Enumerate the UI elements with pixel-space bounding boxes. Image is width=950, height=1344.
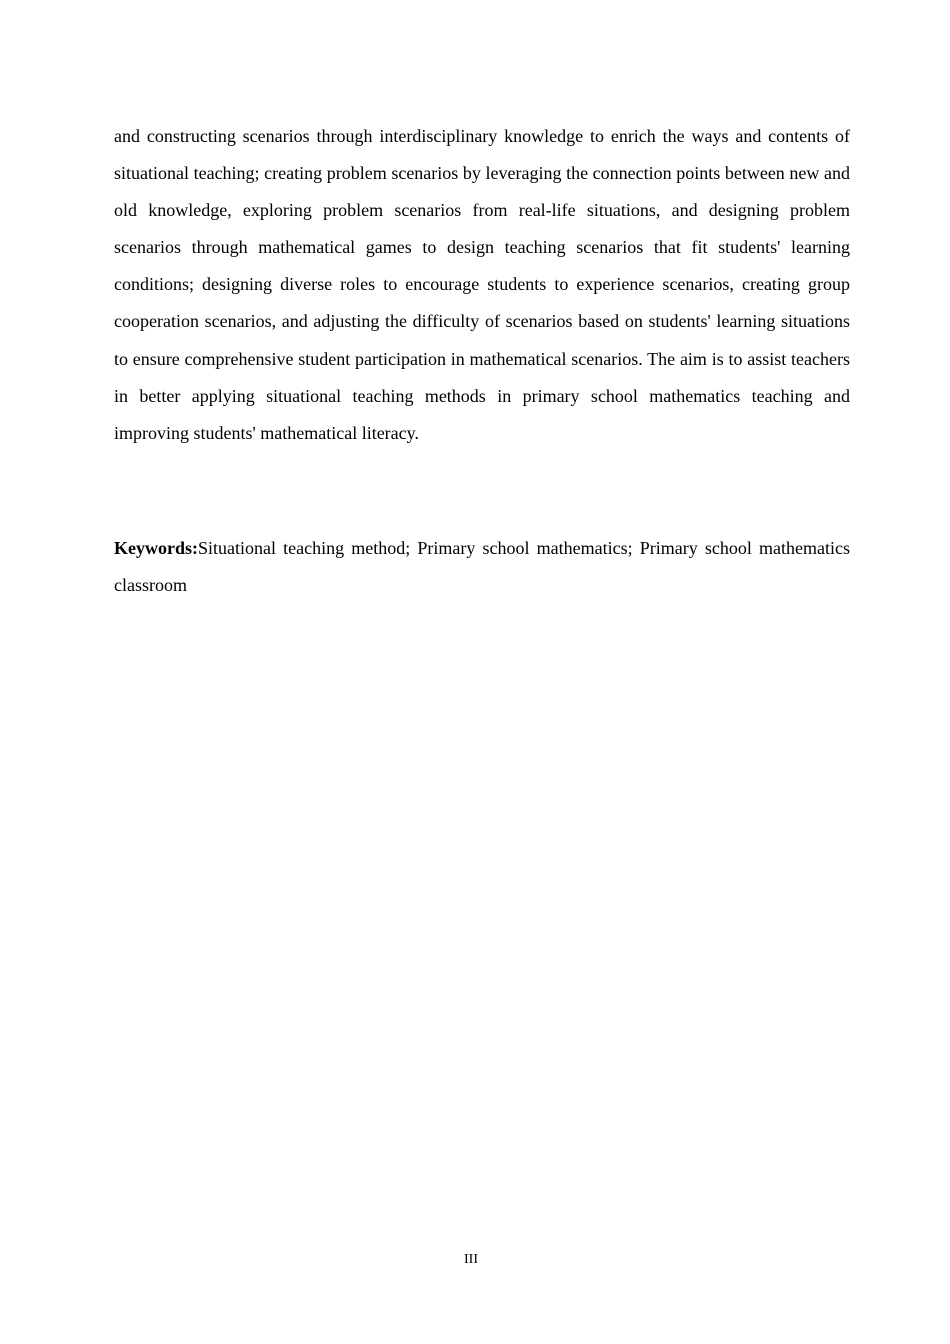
keywords-label: Keywords: <box>114 538 198 558</box>
keywords-text: Situational teaching method; Primary school mathematics; Primary school mathematics classroom <box>114 538 850 596</box>
abstract-continuation-paragraph: and constructing scenarios through interdisciplinary knowledge to enrich the ways and contents of situational teaching; creating problem scenarios by leveraging the connection points between new and old knowledge, exploring problem scenarios from real-life situations, and designing problem scenarios through mathematical games to design teaching scenarios that fit students' learning conditions; designing diverse roles to encourage students to experience scenarios, creating group cooperation scenarios, and adjusting the difficulty of scenarios based on students' learning situations to ensure comprehensive student participation in mathematical scenarios. The aim is to assist teachers in better applying situational teaching methods in primary school mathematics teaching and improving students' mathematical literacy. <box>114 126 850 443</box>
page-number: III <box>464 1252 478 1267</box>
keywords-paragraph <box>114 530 850 604</box>
